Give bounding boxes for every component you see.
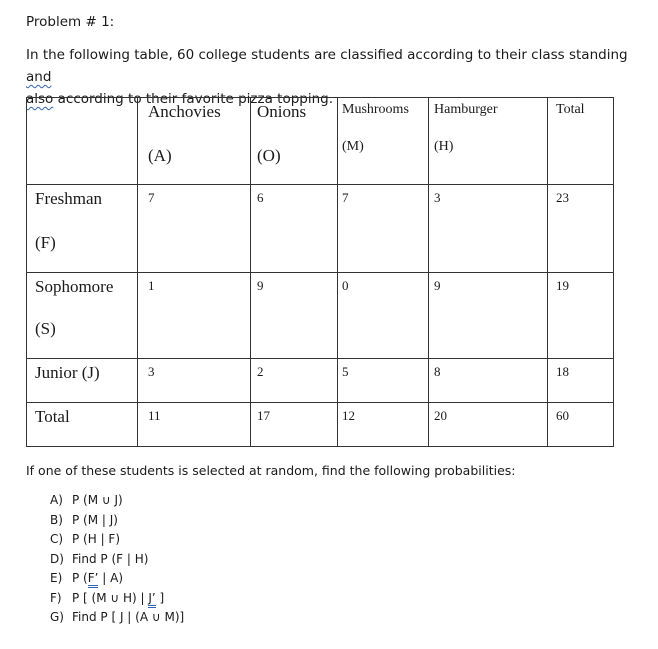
list-item: [50, 530, 184, 550]
header-hamburger: [429, 98, 548, 185]
problem-title: Problem # 1:: [26, 14, 115, 30]
table-cell-total: 18: [556, 364, 569, 379]
header-label: Hamburger: [434, 102, 498, 117]
part-text: P (H | F): [72, 532, 121, 546]
parts-list: [50, 491, 184, 628]
table-cell-total: 60: [556, 408, 569, 423]
table-cell: 7: [342, 190, 349, 205]
part-letter: D): [50, 551, 64, 566]
table-cell: 0: [342, 278, 349, 293]
row-label: Junior (J): [35, 363, 100, 382]
table-cell: 9: [434, 278, 441, 293]
part-text-end: | A): [98, 571, 124, 585]
part-text: Find P (F | H): [72, 551, 149, 566]
header-onions: [251, 98, 338, 185]
header-mushrooms: [338, 98, 429, 185]
part-letter: F): [50, 590, 62, 605]
table-cell-total: 19: [556, 278, 569, 293]
table-cell: 6: [257, 190, 264, 205]
table-cell: 17: [257, 408, 270, 423]
table-cell: 8: [434, 364, 441, 379]
row-label-cell: [27, 359, 138, 403]
table-cell: 7: [148, 190, 155, 205]
table-cell-total: 23: [556, 190, 569, 205]
header-label: Mushrooms: [342, 102, 409, 117]
row-label: Sophomore: [35, 277, 114, 296]
part-letter: E): [50, 571, 63, 585]
part-text-end: ]: [155, 590, 165, 605]
table-row-freshman: [27, 185, 614, 273]
part-letter: G): [50, 610, 64, 624]
part-text: P [ (M ∪ H) |: [72, 590, 149, 605]
table-cell: 3: [148, 364, 155, 379]
header-total: [548, 98, 614, 185]
table-cell: 1: [148, 278, 155, 293]
part-letter: B): [50, 512, 63, 527]
row-label-cell: [27, 185, 138, 273]
list-item: [50, 491, 184, 511]
list-item: [50, 608, 184, 628]
table-cell: 11: [148, 408, 161, 423]
table-cell: 5: [342, 364, 349, 379]
row-label-cell: [27, 403, 138, 447]
intro-word-also: also: [26, 91, 54, 107]
header-code: (A): [148, 146, 172, 165]
row-code: (F): [35, 233, 56, 252]
table-row-junior: [27, 359, 614, 403]
table-cell: 9: [257, 278, 264, 293]
pizza-table: [26, 97, 614, 447]
row-code: (S): [35, 319, 56, 338]
table-row-total: [27, 403, 614, 447]
header-code: (O): [257, 146, 281, 165]
header-label: Total: [556, 102, 585, 117]
table-row-sophomore: [27, 273, 614, 359]
row-label-cell: [27, 273, 138, 359]
list-item: [50, 550, 184, 570]
part-text: Find P [ J | (A ∪ M)]: [72, 610, 185, 624]
list-item: [50, 569, 184, 589]
row-label: Total: [35, 407, 70, 426]
intro-text-b: according to their favorite pizza topping.: [53, 91, 334, 107]
part-text-marked: J’: [148, 591, 155, 608]
corner-cell: [27, 98, 138, 185]
intro-word-and: and: [26, 69, 52, 85]
header-label: Anchovies: [148, 102, 221, 121]
table-cell: 20: [434, 408, 447, 423]
table-cell: 3: [434, 190, 441, 205]
list-item: [50, 511, 184, 531]
intro-text-a: In the following table, 60 college students are classified according to their class standing: [26, 47, 628, 63]
header-code: (M): [342, 139, 364, 154]
part-text: P (M | J): [72, 512, 118, 527]
table-cell: 12: [342, 408, 355, 423]
header-code: (H): [434, 139, 454, 154]
part-text: P (: [72, 571, 88, 585]
row-label: Freshman: [35, 189, 103, 208]
part-letter: C): [50, 532, 64, 546]
part-letter: A): [50, 493, 63, 507]
table-cell: 2: [257, 364, 264, 379]
header-anchovies: [138, 98, 251, 185]
header-row: [27, 98, 614, 185]
header-label: Onions: [257, 102, 307, 121]
list-item: [50, 589, 184, 609]
question-text: If one of these students is selected at random, find the following probabilities:: [26, 463, 516, 478]
part-text-marked: F’: [88, 571, 99, 588]
part-text: P (M ∪ J): [72, 493, 123, 507]
